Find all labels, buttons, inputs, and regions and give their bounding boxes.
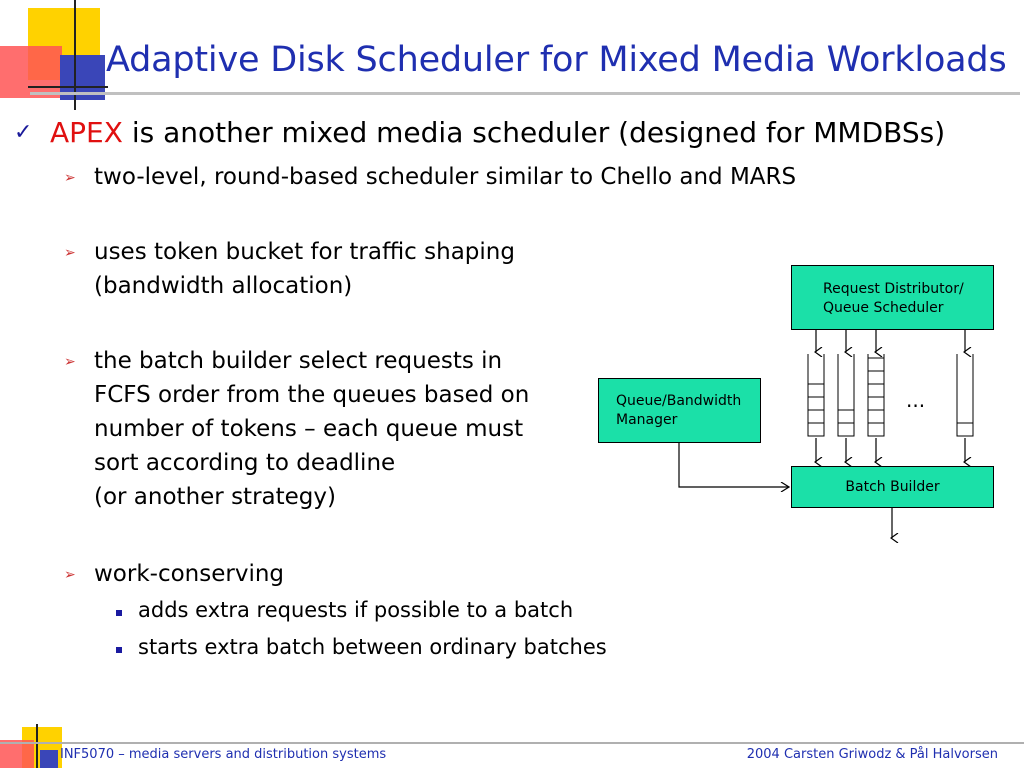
arrow-bullet-icon: ➢ xyxy=(64,567,76,583)
queue-bandwidth-manager-label-line: Manager xyxy=(616,412,678,428)
sub-sub-bullet-2: starts extra batch between ordinary batches xyxy=(138,635,607,659)
footer-decor-blue xyxy=(40,750,58,768)
apex-highlight: APEX xyxy=(50,116,123,149)
queue-4 xyxy=(957,354,973,436)
batch-builder-box xyxy=(791,466,994,508)
footer-decor-red xyxy=(0,740,34,768)
footer-authors: 2004 Carsten Griwodz & Pål Halvorsen xyxy=(746,747,998,762)
arrow-bullet-icon: ➢ xyxy=(64,245,76,261)
sub-bullet-3-line: the batch builder select requests in xyxy=(94,348,503,374)
sub-bullet-3-line: number of tokens – each queue must xyxy=(94,416,524,442)
arrow-bullet-icon: ➢ xyxy=(64,170,76,186)
sub-sub-bullet-1: adds extra requests if possible to a batch xyxy=(138,598,574,622)
more-queues-ellipsis: ... xyxy=(906,388,926,412)
request-distributor-label-line: Queue Scheduler xyxy=(823,300,944,316)
sub-bullet-3-line: (or another strategy) xyxy=(94,484,336,510)
checkmark-icon: ✓ xyxy=(14,120,33,145)
arrow-bullet-icon: ➢ xyxy=(64,354,76,370)
batch-builder-label: Batch Builder xyxy=(845,479,940,495)
manager-to-batch-connector xyxy=(679,443,788,487)
footer-divider xyxy=(0,742,1024,744)
distributor-arrows xyxy=(816,330,965,352)
request-distributor-label-line: Request Distributor/ xyxy=(823,281,964,297)
queue-to-batch-arrows xyxy=(816,438,965,462)
queue-1 xyxy=(808,354,824,436)
main-bullet-text: is another mixed media scheduler (designed for MMDBSs) xyxy=(122,116,946,149)
footer-course-title: INF5070 – media servers and distribution systems xyxy=(60,747,387,762)
sub-bullet-2-line: uses token bucket for traffic shaping xyxy=(94,239,515,265)
sub-bullet-1-line: two-level, round-based scheduler similar to Chello and MARS xyxy=(94,164,797,190)
queue-3 xyxy=(868,354,884,436)
sub-bullet-3-line: FCFS order from the queues based on xyxy=(94,382,530,408)
queue-2 xyxy=(838,354,854,436)
queue-bandwidth-manager-box xyxy=(598,378,761,443)
request-distributor-box xyxy=(791,265,994,330)
footer-decor-vline xyxy=(36,724,38,768)
sub-bullet-3-line: sort according to deadline xyxy=(94,450,396,476)
sub-bullet-2-line: (bandwidth allocation) xyxy=(94,273,353,299)
queue-bandwidth-manager-label-line: Queue/Bandwidth xyxy=(616,393,742,409)
sub-bullet-4-line: work-conserving xyxy=(94,561,285,587)
slide-title: Adaptive Disk Scheduler for Mixed Media Workloads xyxy=(106,40,1007,80)
